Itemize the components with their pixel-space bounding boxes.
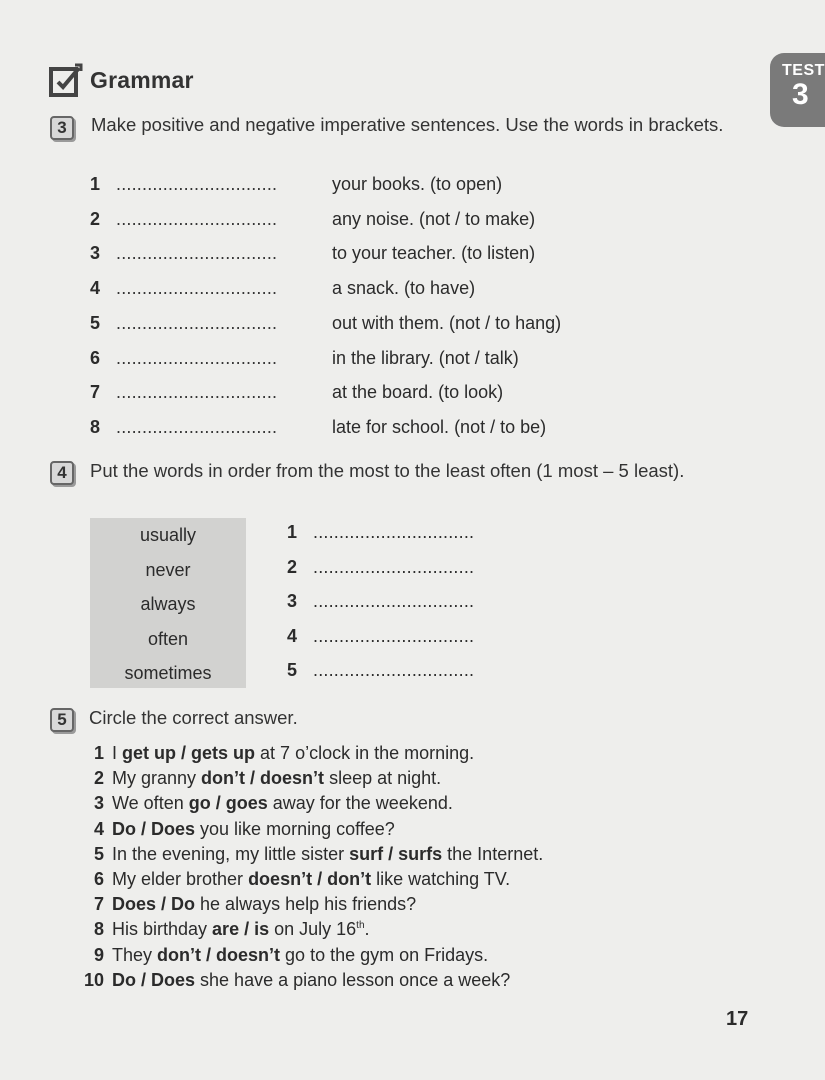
item-number: 6 bbox=[93, 869, 104, 889]
item-text: your books. (to open) bbox=[332, 174, 503, 194]
sentence bbox=[112, 768, 441, 789]
item-number: 2 bbox=[287, 556, 298, 577]
answer-blank: ............................... bbox=[313, 522, 475, 542]
item-text: late for school. (not / to be) bbox=[332, 416, 547, 437]
answer-blank: ............................... bbox=[116, 208, 278, 229]
exercise-5-item bbox=[76, 970, 510, 995]
item-number: 7 bbox=[90, 382, 101, 403]
answer-blank: ............................... bbox=[116, 416, 278, 437]
item-number: 3 bbox=[287, 591, 298, 612]
item-text: to your teacher. (to listen) bbox=[332, 243, 536, 264]
item-number: 1 bbox=[93, 743, 104, 763]
sentence-end: he always help his friends? bbox=[195, 894, 417, 915]
word-option: usually bbox=[139, 525, 197, 545]
item-text: a snack. (to have) bbox=[332, 278, 476, 299]
answer-blank: ............................... bbox=[116, 278, 278, 299]
exercise-number-4: 4 bbox=[50, 461, 74, 485]
choice-option[interactable]: get up bbox=[122, 743, 177, 763]
sentence-end: at 7 o’clock in the morning. bbox=[255, 743, 475, 763]
choice-separator: / bbox=[239, 919, 255, 940]
page-number: 17 bbox=[726, 1008, 749, 1030]
sentence-start: In the evening, my little sister bbox=[112, 843, 350, 864]
sentence bbox=[112, 793, 453, 814]
item-number: 2 bbox=[93, 768, 104, 789]
exercise-number-3: 3 bbox=[50, 116, 74, 140]
ordinal-suffix: th bbox=[356, 920, 365, 932]
answer-blank: ............................... bbox=[116, 243, 278, 264]
item-text: out with them. (not / to hang) bbox=[332, 312, 562, 333]
exercise-5-item bbox=[76, 768, 441, 793]
exercise-3-item bbox=[90, 417, 546, 443]
answer-blank: ............................... bbox=[313, 591, 475, 612]
choice-option[interactable]: Does bbox=[151, 969, 196, 990]
sentence-end: go to the gym on Fridays. bbox=[280, 944, 489, 965]
sentence-end: you like morning coffee? bbox=[195, 818, 395, 839]
exercise-5-item bbox=[76, 844, 543, 869]
sentence-end: like watching TV. bbox=[371, 869, 511, 889]
choice-option[interactable]: doesn’t bbox=[248, 869, 313, 889]
choice-separator: / bbox=[136, 818, 152, 839]
word-option: never bbox=[145, 559, 191, 580]
exercise-3-item bbox=[90, 243, 535, 269]
item-number: 4 bbox=[93, 818, 104, 839]
answer-blank: ............................... bbox=[116, 174, 278, 194]
exercise-3-item bbox=[90, 278, 475, 304]
exercise-3-instruction: Make positive and negative imperative sentences. Use the words in brackets. bbox=[91, 114, 724, 135]
sentence-end: on July 16 bbox=[269, 919, 357, 940]
choice-separator: / bbox=[201, 944, 217, 965]
choice-separator: / bbox=[136, 969, 152, 990]
exercise-5-item bbox=[76, 793, 453, 818]
item-number: 9 bbox=[93, 944, 104, 965]
choice-separator: / bbox=[210, 793, 226, 814]
order-answer-row bbox=[287, 522, 529, 543]
choice-option[interactable]: Do bbox=[112, 969, 136, 990]
choice-option[interactable]: surf bbox=[349, 843, 384, 864]
test-tab bbox=[770, 53, 825, 127]
order-answer-row bbox=[287, 626, 529, 647]
exercise-4-instruction: Put the words in order from the most to the least often (1 most – 5 least). bbox=[90, 460, 685, 481]
exercise-5-item bbox=[76, 869, 510, 894]
item-number: 8 bbox=[93, 919, 104, 940]
sentence-end: sleep at night. bbox=[324, 768, 442, 789]
sentence-end: she have a piano lesson once a week? bbox=[195, 969, 511, 990]
choice-option[interactable]: Does bbox=[112, 894, 157, 915]
order-answer-row bbox=[287, 660, 529, 681]
sentence bbox=[112, 970, 510, 991]
sentence-start: We often bbox=[112, 793, 189, 814]
sentence-end: away for the weekend. bbox=[267, 793, 453, 814]
item-number: 3 bbox=[90, 243, 101, 264]
choice-separator: / bbox=[383, 843, 399, 864]
exercise-3-item bbox=[90, 313, 561, 339]
word-box bbox=[90, 518, 246, 688]
exercise-5-item bbox=[76, 894, 416, 919]
answer-blank: ............................... bbox=[116, 312, 278, 333]
choice-option[interactable]: doesn’t bbox=[260, 768, 325, 789]
choice-option[interactable]: is bbox=[254, 919, 270, 940]
sentence bbox=[112, 894, 416, 915]
item-number: 5 bbox=[93, 843, 104, 864]
exercise-3-item bbox=[90, 174, 502, 200]
sentence bbox=[112, 743, 474, 764]
sentence-start: His birthday bbox=[112, 919, 213, 940]
item-number: 5 bbox=[287, 660, 298, 681]
item-text: any noise. (not / to make) bbox=[332, 208, 536, 229]
exercise-5-item bbox=[76, 819, 395, 844]
item-number: 3 bbox=[93, 793, 104, 814]
answer-blank: ............................... bbox=[313, 660, 475, 681]
answer-blank: ............................... bbox=[116, 382, 278, 403]
choice-option[interactable]: gets up bbox=[191, 743, 256, 763]
item-number: 4 bbox=[90, 278, 101, 299]
pencil-checkbox-icon bbox=[48, 62, 84, 98]
sentence-start: I bbox=[112, 743, 123, 763]
choice-option[interactable]: are bbox=[212, 919, 240, 940]
test-tab-label: TEST bbox=[782, 62, 825, 79]
sentence bbox=[112, 819, 395, 840]
exercise-5-item bbox=[76, 919, 370, 944]
choice-option[interactable]: surfs bbox=[398, 843, 443, 864]
sentence bbox=[112, 844, 543, 865]
sentence-end-punct: . bbox=[364, 919, 370, 940]
sentence-start: They bbox=[112, 944, 158, 965]
word-option: often bbox=[147, 628, 189, 649]
answer-blank: ............................... bbox=[313, 556, 475, 577]
choice-option[interactable]: don’t bbox=[201, 768, 246, 789]
exercise-5-instruction: Circle the correct answer. bbox=[89, 707, 298, 728]
choice-option[interactable]: don’t bbox=[327, 869, 372, 889]
item-number: 10 bbox=[83, 969, 104, 990]
exercise-3-item bbox=[90, 382, 503, 408]
word-option: always bbox=[140, 594, 196, 615]
choice-separator: / bbox=[245, 768, 261, 789]
item-number: 8 bbox=[90, 416, 101, 437]
sentence bbox=[112, 919, 370, 940]
choice-option[interactable]: don’t bbox=[157, 944, 202, 965]
choice-option[interactable]: doesn’t bbox=[216, 944, 281, 965]
exercise-5-item bbox=[76, 945, 488, 970]
choice-option[interactable]: go bbox=[188, 793, 211, 814]
section-header bbox=[48, 62, 194, 98]
sentence bbox=[112, 945, 488, 966]
sentence-start: My granny bbox=[112, 768, 202, 789]
item-number: 5 bbox=[90, 312, 101, 333]
choice-separator: / bbox=[156, 894, 172, 915]
item-number: 7 bbox=[93, 894, 104, 915]
order-answer-row bbox=[287, 591, 529, 612]
exercise-number-5: 5 bbox=[50, 708, 74, 732]
item-number: 4 bbox=[287, 625, 298, 646]
choice-option[interactable]: Do bbox=[171, 894, 196, 915]
item-number: 1 bbox=[287, 522, 298, 542]
sentence bbox=[112, 869, 510, 890]
item-number: 2 bbox=[90, 208, 101, 229]
answer-blank: ............................... bbox=[116, 347, 278, 368]
choice-option[interactable]: Do bbox=[112, 818, 136, 839]
exercise-3-item bbox=[90, 209, 535, 235]
item-text: at the board. (to look) bbox=[332, 382, 504, 403]
choice-option[interactable]: goes bbox=[225, 793, 268, 814]
choice-option[interactable]: Does bbox=[151, 818, 196, 839]
exercise-5-item bbox=[76, 743, 474, 768]
item-number: 1 bbox=[90, 174, 101, 194]
choice-separator: / bbox=[312, 869, 328, 889]
choice-separator: / bbox=[176, 743, 192, 763]
item-text: in the library. (not / talk) bbox=[332, 347, 519, 368]
sentence-end: the Internet. bbox=[442, 843, 544, 864]
exercise-3-item bbox=[90, 348, 519, 374]
answer-blank: ............................... bbox=[313, 625, 475, 646]
order-answer-row bbox=[287, 557, 529, 578]
section-title: Grammar bbox=[90, 66, 194, 93]
item-number: 6 bbox=[90, 347, 101, 368]
sentence-start: My elder brother bbox=[112, 869, 249, 889]
word-option: sometimes bbox=[124, 663, 212, 684]
test-tab-number: 3 bbox=[792, 78, 809, 111]
